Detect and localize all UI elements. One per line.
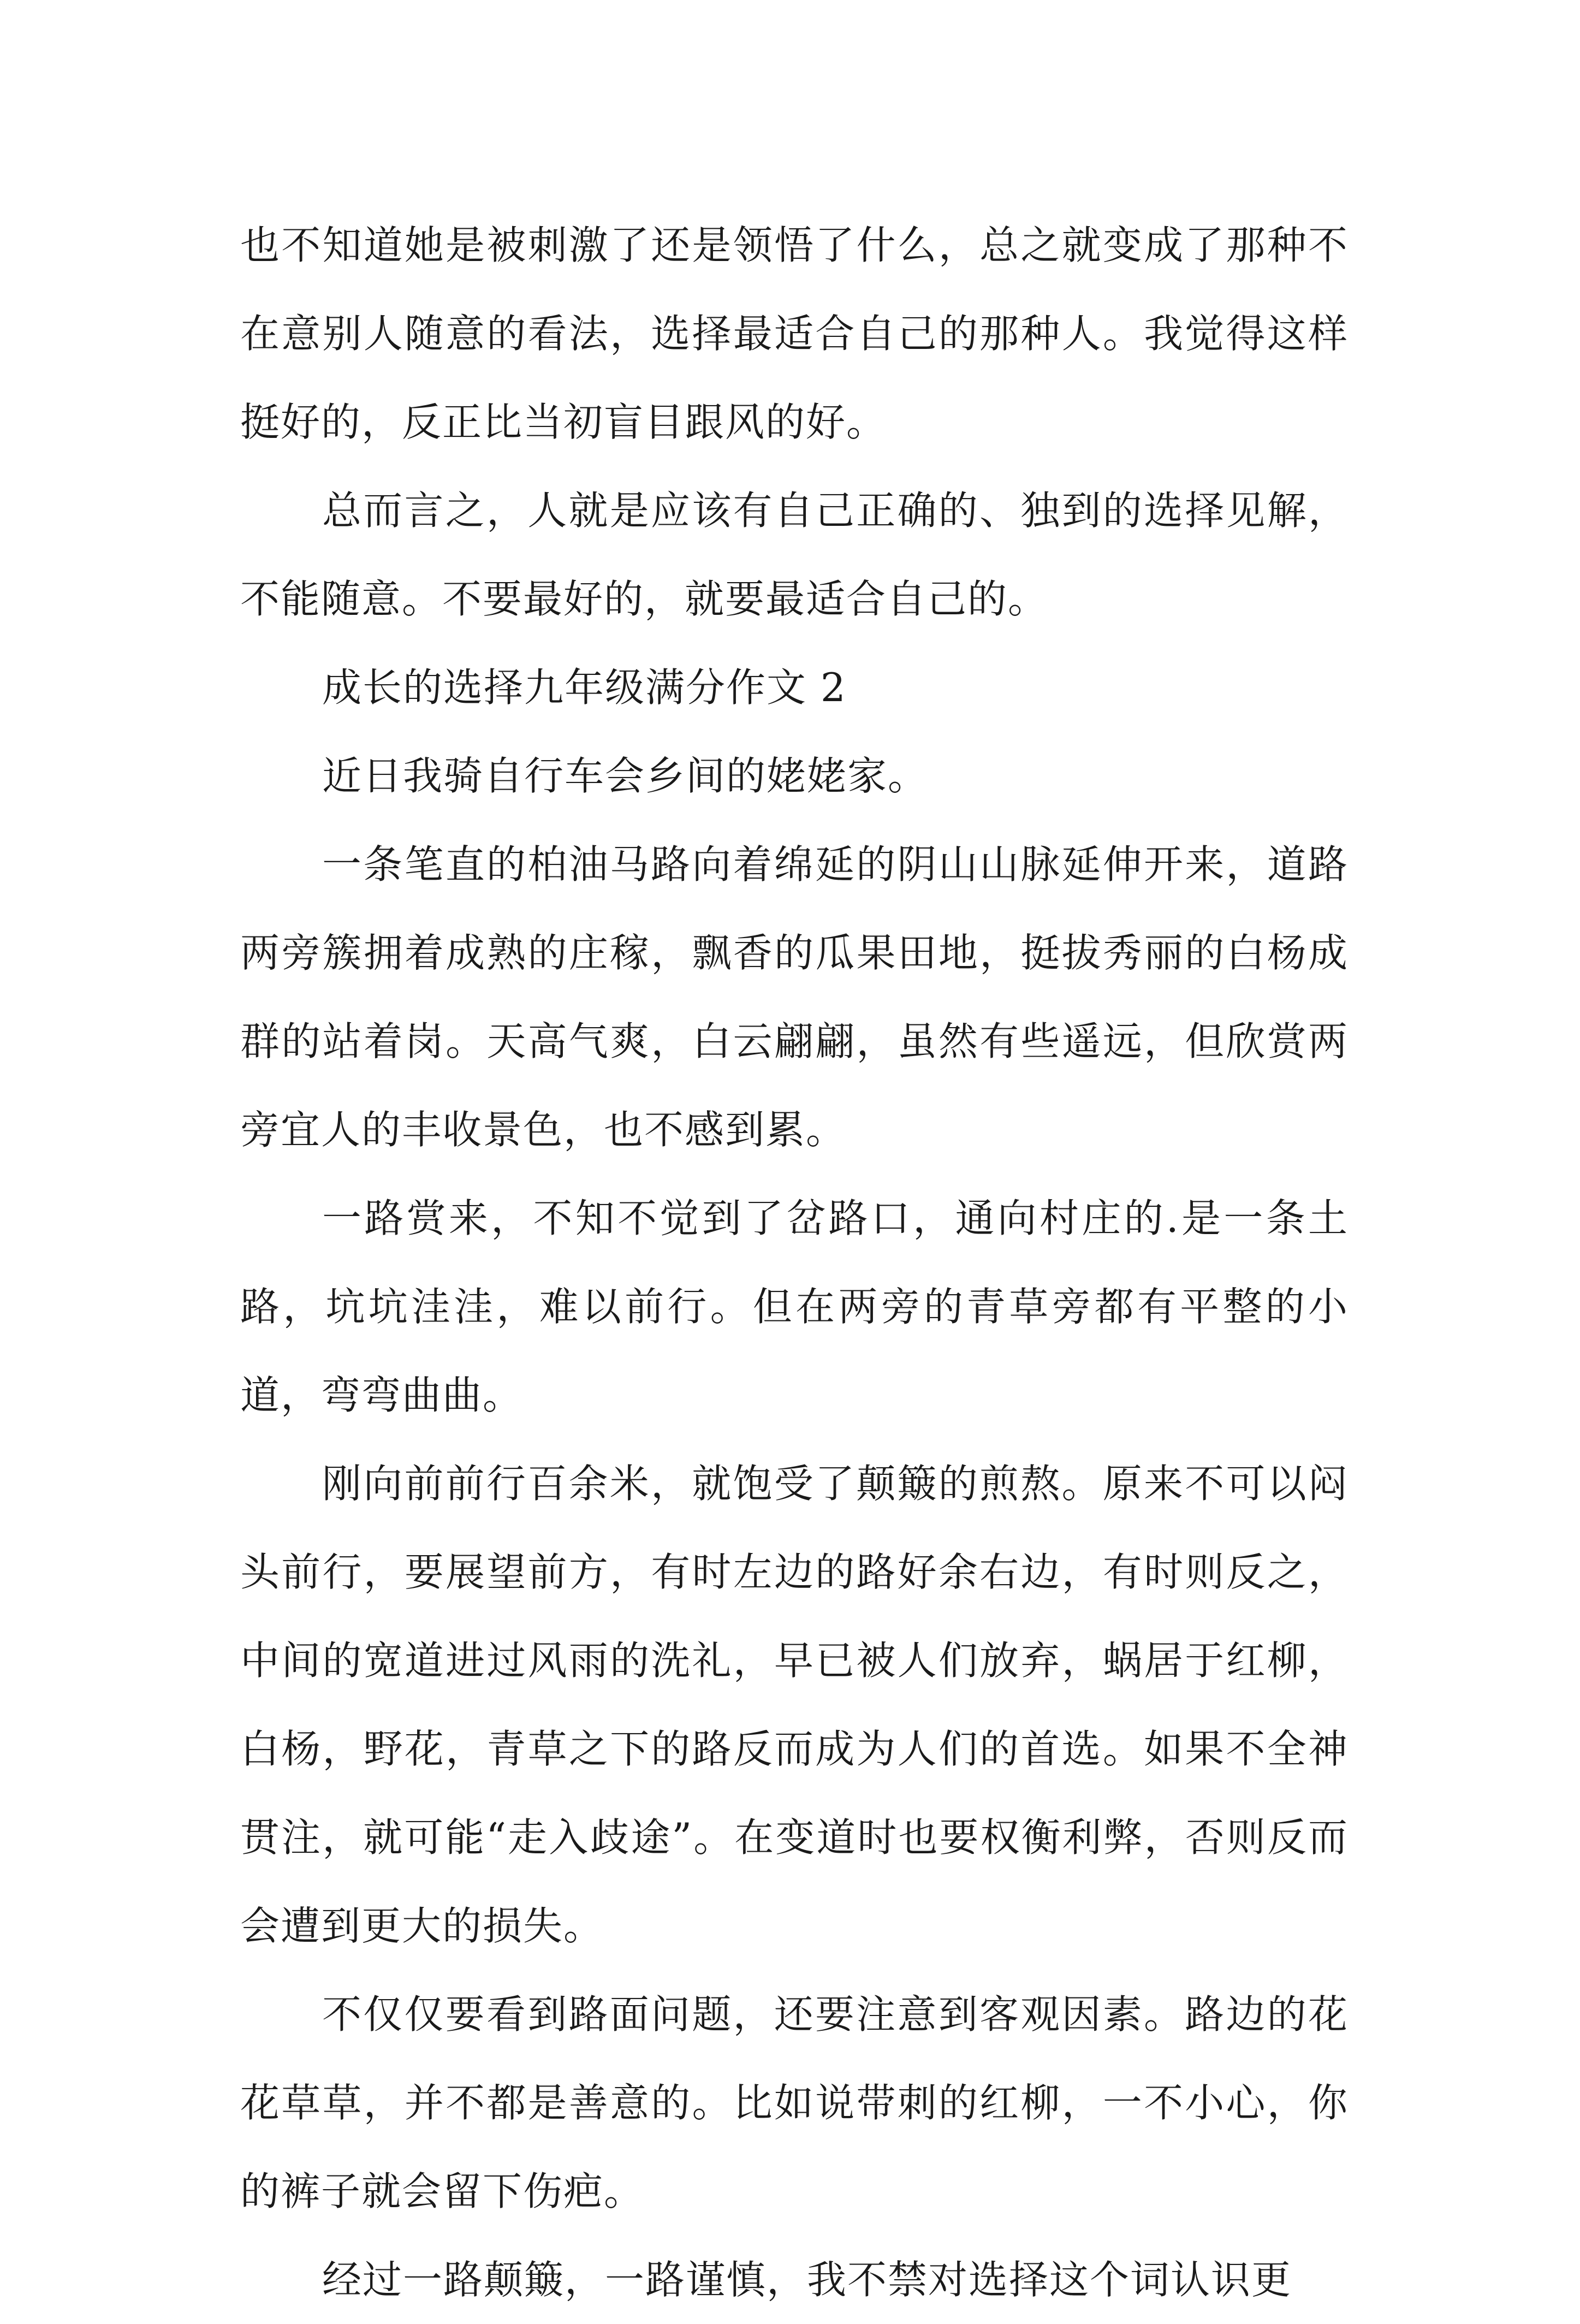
paragraph: 近日我骑自行车会乡间的姥姥家。 [322, 753, 929, 799]
body-text [240, 201, 1349, 2324]
paragraph: 一条笔直的柏油马路向着绵延的阴山山脉延伸开来，道路两旁簇拥着成熟的庄稼，飘香的瓜果田地，挺拔秀丽的白杨成群的站着岗。天高气爽，白云翩翩，虽然有些遥远，但欣赏两旁宜人的丰收景色，也不感到累。 [240, 841, 1349, 1153]
essay-title: 成长的选择九年级满分作文 2 [322, 665, 847, 710]
paragraph: 一路赏来，不知不觉到了岔路口，通向村庄的.是一条土路，坑坑洼洼，难以前行。但在两旁的青草旁都有平整的小道，弯弯曲曲。 [240, 1195, 1349, 1418]
paragraph: 刚向前前行百余米，就饱受了颠簸的煎熬。原来不可以闷头前行，要展望前方，有时左边的路好余右边，有时则反之，中间的宽道进过风雨的洗礼，早已被人们放弃，蜗居于红柳，白杨，野花，青草之下的路反而成为人们的首选。如果不全神贯注，就可能“走入歧途”。在变道时也要权衡利弊，否则反而会遭到更大的损失。 [240, 1461, 1349, 1949]
paragraph: 也不知道她是被刺激了还是领悟了什么，总之就变成了那种不在意别人随意的看法，选择最适合自己的那种人。我觉得这样挺好的，反正比当初盲目跟风的好。 [240, 222, 1349, 445]
paragraph: 不仅仅要看到路面问题，还要注意到客观因素。路边的花花草草，并不都是善意的。比如说带刺的红柳，一不小心，你的裤子就会留下伤疤。 [240, 1991, 1349, 2214]
paragraph: 经过一路颠簸，一路谨慎，我不禁对选择这个词认识更 [322, 2257, 1292, 2303]
paragraph: 总而言之，人就是应该有自己正确的、独到的选择见解，不能随意。不要最好的，就要最适合自己的。 [240, 488, 1349, 622]
